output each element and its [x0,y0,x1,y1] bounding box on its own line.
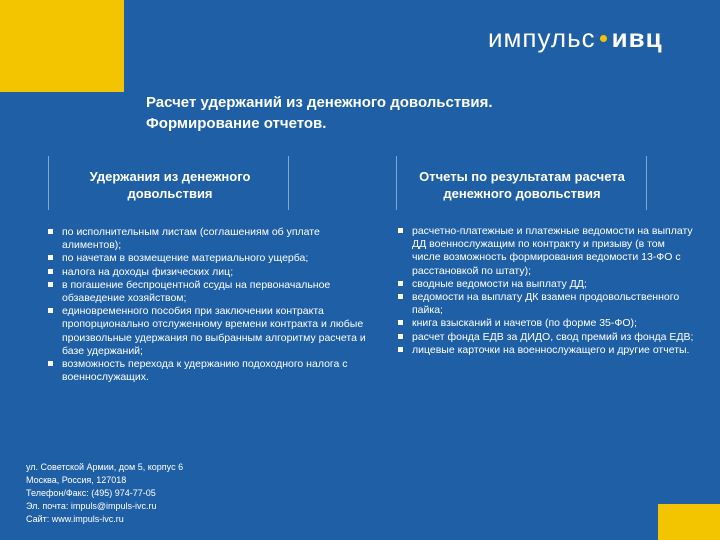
list-item [46,358,366,384]
bullet-square-icon [48,282,53,287]
list-item-text: лицевые карточки на военнослужащего и другие отчеты. [412,343,690,356]
list-item [46,226,366,252]
corner-accent-top-left [0,0,124,92]
list-item [396,225,696,278]
contact-address-line-2: Москва, Россия, 127018 [26,475,127,485]
list-item-text: сводные ведомости на выплату ДД; [412,277,587,290]
bullet-square-icon [398,281,403,286]
corner-accent-bottom-right [658,504,720,540]
list-item [396,344,696,357]
bullet-square-icon [48,361,53,366]
contact-info [26,461,326,526]
left-heading-rule-right [288,156,290,210]
bullet-square-icon [48,269,53,274]
bullet-square-icon [48,308,53,313]
logo-text-left: импульс [488,22,596,53]
list-item-text: по исполнительным листам (соглашениям об уплате алиментов); [62,226,320,252]
left-column-heading [70,168,270,202]
company-logo [488,22,663,54]
left-heading-line-2: довольствия [127,186,213,201]
list-item [396,331,696,344]
list-item [46,266,366,279]
bullet-square-icon [48,255,53,260]
right-heading-rule-right [646,156,648,210]
contact-email: Эл. почта: impuls@impuls-ivc.ru [26,501,157,511]
left-bullet-list [46,226,366,384]
list-item-text: книга взысканий и начетов (по форме 35-ФО); [412,317,637,330]
list-item [396,278,696,291]
bullet-square-icon [398,334,403,339]
contact-website: Сайт: www.impuls-ivc.ru [26,514,124,524]
bullet-square-icon [398,320,403,325]
bullet-square-icon [398,294,403,299]
left-heading-rule-left [48,156,50,210]
contact-phone: Телефон/Факс: (495) 974-77-05 [26,488,156,498]
logo-dot-icon [600,35,607,42]
list-item [46,279,366,305]
bullet-square-icon [48,229,53,234]
logo-text-right: ивц [611,22,663,53]
right-heading-line-2: денежного довольствия [443,186,601,201]
right-heading-line-1: Отчеты по результатам расчета [419,169,625,184]
list-item [46,305,366,358]
list-item-text: возможность перехода к удержанию подоходного налога с военнослужащих. [62,358,348,384]
list-item-text: расчет фонда ЕДВ за ДИДО, свод премий из фонда ЕДВ; [412,330,694,343]
right-heading-rule-left [396,156,398,210]
list-item [396,317,696,330]
left-heading-line-1: Удержания из денежного [89,169,251,184]
list-item [396,291,696,317]
title-line-1: Расчет удержаний из денежного довольствия. [146,94,493,111]
bullet-square-icon [398,347,403,352]
right-column-heading [404,168,640,202]
list-item-text: ведомости на выплату ДК взамен продовольственного пайка; [412,291,680,317]
list-item-text: по начетам в возмещение материального ущерба; [62,252,309,265]
list-item-text: в погашение беспроцентной ссуды на первоначальное обзаведение хозяйством; [62,278,331,305]
list-item-text: единовременного пособия при заключении контракта пропорционально отслуженному времени контракта и любые произвольные удержания по выбранным алгоритму расчета и базе удержаний; [62,305,366,357]
list-item [46,252,366,265]
bullet-square-icon [398,228,403,233]
right-bullet-list [396,225,696,357]
title-line-2: Формирование отчетов. [146,115,327,132]
slide-title [146,92,666,134]
list-item-text: налога на доходы физических лиц; [62,265,234,278]
list-item-text: расчетно-платежные и платежные ведомости на выплату ДД военнослужащим по контракту и призыву (в том числе возможность формирования ведомости 13-ФО с расстановкой по штату); [412,225,693,277]
contact-address-line-1: ул. Советской Армии, дом 5, корпус 6 [26,462,184,472]
